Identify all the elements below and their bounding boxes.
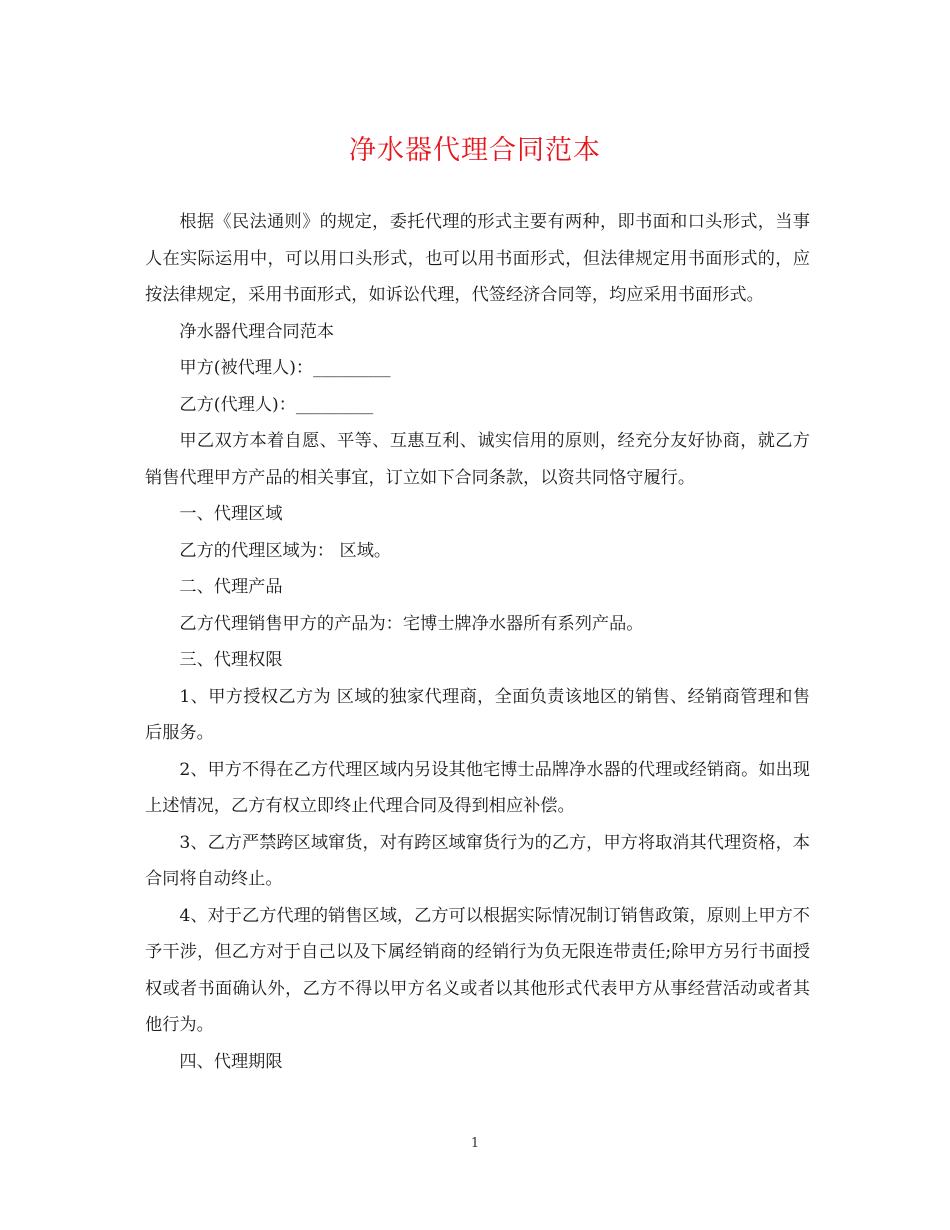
page-number: 1 xyxy=(470,1136,480,1151)
section-heading-1: 一、代理区域 xyxy=(179,504,283,524)
clause-3-3: 3、乙方严禁跨区域窜货，对有跨区域窜货行为的乙方，甲方将取消其代理资格，本合同将自动终止。 xyxy=(145,832,810,889)
section-heading-3: 三、代理权限 xyxy=(179,650,283,670)
clause-3-2: 2、甲方不得在乙方代理区域内另设其他宅博士品牌净水器的代理或经销商。如出现上述情况，乙方有权立即终止代理合同及得到相应补偿。 xyxy=(145,759,810,816)
clause-3-1: 1、甲方授权乙方为 区域的独家代理商，全面负责该地区的销售、经销商管理和售后服务。 xyxy=(145,686,810,743)
document-title: 净水器代理合同范本 xyxy=(349,135,601,166)
paragraph-preamble: 甲乙双方本着自愿、平等、互惠互利、诚实信用的原则，经充分友好协商，就乙方销售代理甲方产品的相关事宜，订立如下合同条款，以资共同恪守履行。 xyxy=(145,431,810,488)
paragraph-subtitle: 净水器代理合同范本 xyxy=(179,321,335,342)
clause-3-4: 4、对于乙方代理的销售区域，乙方可以根据实际情况制订销售政策，原则上甲方不予干涉，但乙方对于自己以及下属经销商的经销行为负无限连带责任;除甲方另行书面授权或者书面确认外，乙方不得以甲方名义或者以其他形式代表甲方从事经营活动或者其他行为。 xyxy=(145,905,810,1035)
paragraph-region: 乙方的代理区域为： 区域。 xyxy=(179,540,392,561)
document-body xyxy=(145,204,810,1080)
party-a-line: 甲方(被代理人)：_________ xyxy=(179,358,391,378)
section-heading-4: 四、代理期限 xyxy=(179,1051,283,1072)
party-b-line: 乙方(代理人)：_________ xyxy=(179,394,374,415)
paragraph-products: 乙方代理销售甲方的产品为：宅博士牌净水器所有系列产品。 xyxy=(179,613,644,634)
paragraph-intro: 根据《民法通则》的规定，委托代理的形式主要有两种，即书面和口头形式，当事人在实际运用中，可以用口头形式，也可以用书面形式，但法律规定用书面形式的，应按法律规定，采用书面形式，如诉讼代理，代签经济合同等，均应采用书面形式。 xyxy=(145,212,810,305)
section-heading-2: 二、代理产品 xyxy=(179,577,283,597)
